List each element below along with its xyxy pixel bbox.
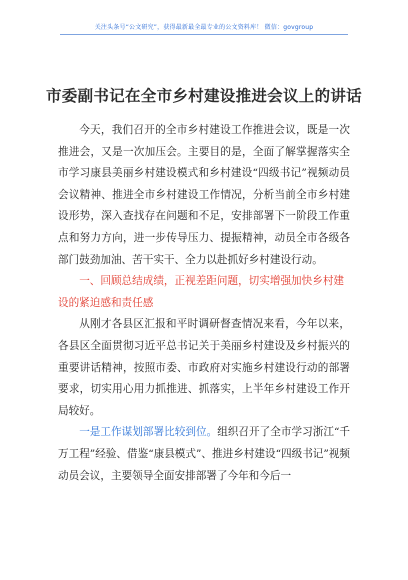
section-heading-1: 一、回顾总结成绩，正视差距问题，切实增强加快乡村建设的紧迫感和责任感 <box>58 275 345 309</box>
paragraph-3-lead: 一是工作谋划部署比较到位。 <box>79 426 218 439</box>
paragraph-2: 从刚才各县区汇报和平时调研督查情况来看，今年以来，各县区全面贯彻习近平总书记关于美丽乡村建设及乡村振兴的重要讲话精神，按照市委、市政府对实施乡村建设行动的部署要求，切实用心用力抓推进、抓落实，上半年乡村建设工作开局较好。 <box>58 318 350 417</box>
header-banner: 关注头条号“公文研究”，获得最新最全最专业的公文资料库！ 微信：govgroup <box>94 24 314 31</box>
document-title: 市委副书记在全市乡村建设推进会议上的讲话 <box>45 86 362 105</box>
header-rule <box>60 34 348 35</box>
document-body <box>58 120 350 487</box>
paragraph-intro: 今天，我们召开的全市乡村建设工作推进会议，既是一次推进会，又是一次加压会。主要目的是，全面了解掌握落实全市学习康县美丽乡村建设模式和乡村建设“四级书记”视频动员会议精神、推进全市乡村建设工作情况，分析当前全市乡村建设形势，深入查找存在问题和不足，安排部署下一阶段工作重点和努力方向，进一步传导压力、提振精神，动员全市各级各部门鼓劲加油、苦干实干、全力以赴抓好乡村建设行动。 <box>58 124 350 266</box>
paragraph-3 <box>58 422 350 487</box>
paragraph-3-rest: 组织召开了全市学习浙江“千万工程”经验、借鉴“康县模式”、推进乡村建设“四级书记”视频动员会议，主要领导全面安排部署了今年和今后一 <box>58 426 351 482</box>
